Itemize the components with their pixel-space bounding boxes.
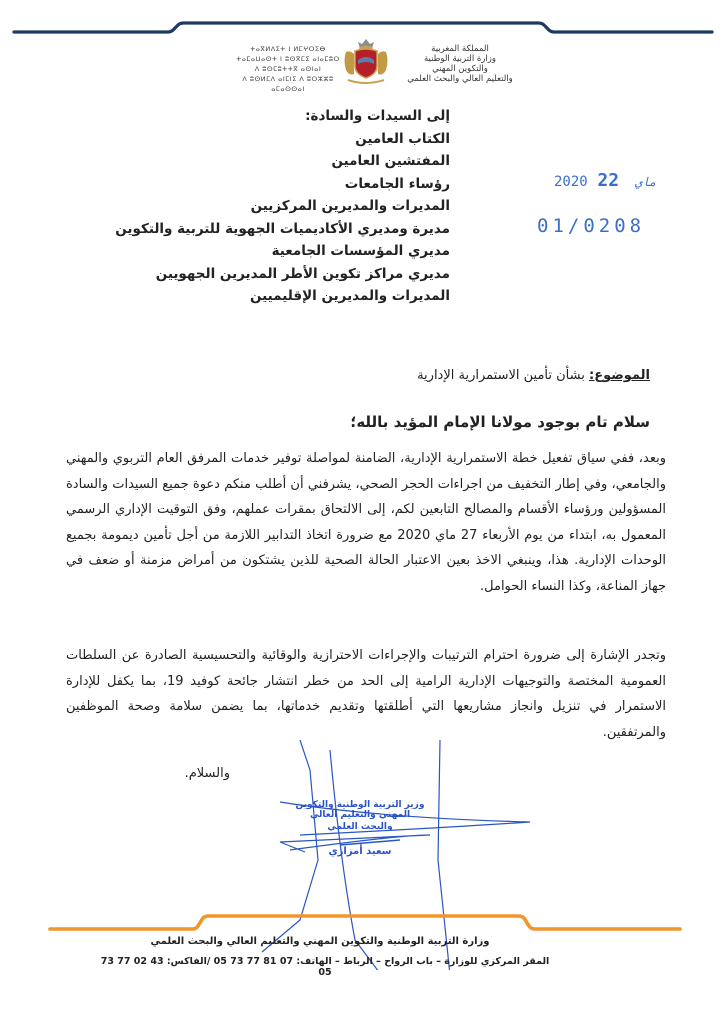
signature-title: والبحث العلمي <box>327 822 393 832</box>
signature-block <box>280 800 440 857</box>
signature-title: وزير التربية الوطنية والتكوين المهني والتعليم العالي <box>295 800 425 820</box>
tifinagh-line: ⵜⴰⵎⴰⵡⴰⵙⵜ ⵏ ⵓⵙⴳⵎⵉ ⴰⵏⴰⵎⵓⵔ <box>236 55 340 63</box>
subject-label: الموضوع: <box>589 368 650 383</box>
recipient-item: مديرة ومديري الأكاديميات الجهوية للتربية والتكوين <box>115 220 450 237</box>
signature-name: سعيد أمزازي <box>328 846 392 857</box>
recipient-item: الكتاب العامين <box>355 130 450 147</box>
royal-crest-icon <box>340 38 392 88</box>
recipient-item: مديري مراكز تكوين الأطر المديرين الجهويين <box>155 265 450 282</box>
greeting: سلام تام بوجود مولانا الإمام المؤيد بالله؛ <box>350 413 650 431</box>
recipient-item: المديرات والمديرين المركزيين <box>250 198 450 214</box>
letterhead-kingdom: المملكة المغربية <box>431 44 489 54</box>
recipients-block <box>30 105 450 308</box>
stamp-year: 2020 <box>554 174 588 190</box>
letterhead-arabic <box>400 44 520 84</box>
footer-ministry: وزارة التربية الوطنية والتكوين المهني والتعليم العالي والبحث العلمي <box>150 936 490 947</box>
recipient-item: مديري المؤسسات الجامعية <box>271 243 450 259</box>
letterhead-ministry: والتكوين المهني <box>432 64 488 74</box>
letterhead-tifinagh <box>228 44 348 94</box>
footer-address: المقر المركزي للوزارة – باب الرواح – الرباط – الهاتف: 07 81 77 73 05 /الفاكس: 43 02 77 73 05 <box>100 956 550 978</box>
subject-line <box>150 368 650 383</box>
subject-text: بشأن تأمين الاستمرارية الإدارية <box>417 368 585 383</box>
tifinagh-line: ⴷ ⵓⵙⵎⵓⵜⵜⴳ ⴰⵙⵏⴰⵏ <box>254 65 322 73</box>
recipient-item: المديرات والمديرين الإقليميين <box>250 288 450 304</box>
body-paragraph-2: وتجدر الإشارة إلى ضرورة احترام الترتيبات والإجراءات الاحترازية والوقائية والتحسيسية الصادرة عن السلطات العمومية المختصة والتوجيهات الإدارية الرامية إلى الحد من خطر انتشار جائحة كوفيد 19، بما يكفل للإدارة الاستمرار في تنزيل وانجاز مشاريعها التي أطلقتها وتقديم خدماتها، بما يضمن سلامة وصحة الموظفين والمرتفقين. <box>66 648 666 740</box>
stamp-month: ماي <box>634 175 657 189</box>
reference-number: 01/0208 <box>537 215 646 237</box>
closing: والسلام. <box>184 766 230 781</box>
tifinagh-line: ⵜⴰⴳⵍⴷⵉⵜ ⵏ ⵍⵎⵖⵔⵉⴱ <box>250 45 326 53</box>
letterhead-ministry: والتعليم العالي والبحث العلمي <box>407 74 513 84</box>
tifinagh-line: ⴷ ⵓⵙⵍⵎⴷ ⴰⵏⵎⵏⵉ ⴷ ⵓⵔⵣⵣⵓ ⴰⵎⴰⵙⵙⴰⵏ <box>242 75 334 93</box>
recipient-item: رؤساء الجامعات <box>344 175 450 192</box>
body-paragraph-1: وبعد، ففي سياق تفعيل خطة الاستمرارية الإدارية، الضامنة لمواصلة توفير خدمات المرفق العام التربوي والمهني والجامعي، وفي إطار التخفيف من اجراءات الحجر الصحي، يشرفني أن أطلب منكم دعوة جميع السيدات والسادة المسؤولين ورؤساء الأقسام والمصالح التابعين لكم، إلى الالتحاق بمقرات عملهم، وفق التوقيت الإداري الرسمي المعمول به، ابتداء من يوم الأربعاء 27 ماي 2020 مع ضرورة اتخاذ التدابير اللازمة من أجل تأمين ديمومة بجميع الوحدات الإدارية. هذا، وينبغي الاخذ بعين الاعتبار الحالة الصحية للذين يشتكون من أمراض مزمنة أو ضعف في جهاز المناعة، وكذا النساء الحوامل. <box>66 451 666 594</box>
recipient-item: المفتشين العامين <box>331 153 450 169</box>
letterhead-ministry: وزارة التربية الوطنية <box>423 54 497 64</box>
stamp-day: 22 <box>597 170 620 191</box>
recipients-intro: إلى السيدات والسادة: <box>305 108 450 124</box>
date-stamp <box>554 170 662 191</box>
